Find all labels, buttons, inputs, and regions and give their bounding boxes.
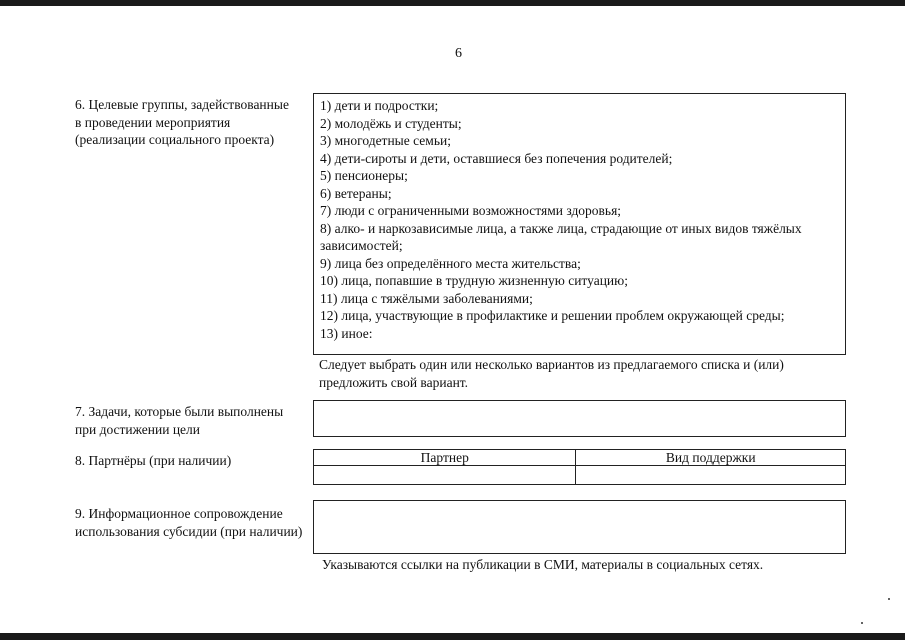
target-group-option: 13) иное: [320, 325, 373, 341]
target-group-option: 8) алко- и наркозависимые лица, а также лица, страдающие от иных видов тяжёлых зависимостей; [320, 220, 802, 253]
target-group-option: 11) лица с тяжёлыми заболеваниями; [320, 290, 533, 306]
table-row [314, 466, 846, 485]
target-group-option: 6) ветераны; [320, 185, 392, 201]
target-group-option: 7) люди с ограниченными возможностями здоровья; [320, 203, 622, 218]
scan-edge-bottom [0, 633, 905, 640]
scan-speck [861, 622, 863, 624]
support-cell[interactable] [576, 466, 846, 485]
page-number: 6 [455, 46, 462, 61]
target-group-option: 3) многодетные семьи; [320, 133, 451, 148]
tasks-field[interactable] [313, 400, 846, 437]
target-group-option: 1) дети и подростки; [320, 98, 439, 113]
target-groups-box[interactable] [313, 93, 846, 355]
column-header-support: Вид поддержки [576, 450, 846, 466]
target-groups-note: Следует выбрать один или несколько вариантов из предлагаемого списка и (или) предложить свой вариант. [319, 357, 784, 390]
target-group-option: 2) молодёжь и студенты; [320, 115, 462, 131]
section-7-label: 7. Задачи, которые были выполнены при достижении цели [75, 404, 284, 437]
column-header-partner: Партнер [314, 450, 576, 466]
target-group-option: 10) лица, попавшие в трудную жизненную ситуацию; [320, 273, 628, 288]
target-group-option: 4) дети-сироты и дети, оставшиеся без попечения родителей; [320, 150, 673, 166]
partner-cell[interactable] [314, 466, 576, 485]
section-6-label: 6. Целевые группы, задействованные в проведении мероприятия (реализации социального проекта) [75, 97, 289, 147]
target-group-option: 5) пенсионеры; [320, 168, 408, 183]
target-group-option: 12) лица, участвующие в профилактике и решении проблем окружающей среды; [320, 308, 785, 323]
info-support-field[interactable] [313, 500, 846, 554]
partners-table [313, 449, 846, 485]
scan-edge-top [0, 0, 905, 6]
info-support-note: Указываются ссылки на публикации в СМИ, материалы в социальных сетях. [322, 557, 764, 572]
section-8-label: 8. Партнёры (при наличии) [75, 453, 232, 468]
section-9-label: 9. Информационное сопровождение использования субсидии (при наличии) [75, 506, 303, 539]
scan-speck [888, 598, 890, 600]
target-group-option: 9) лица без определённого места жительства; [320, 255, 581, 271]
table-header-row [314, 450, 846, 466]
